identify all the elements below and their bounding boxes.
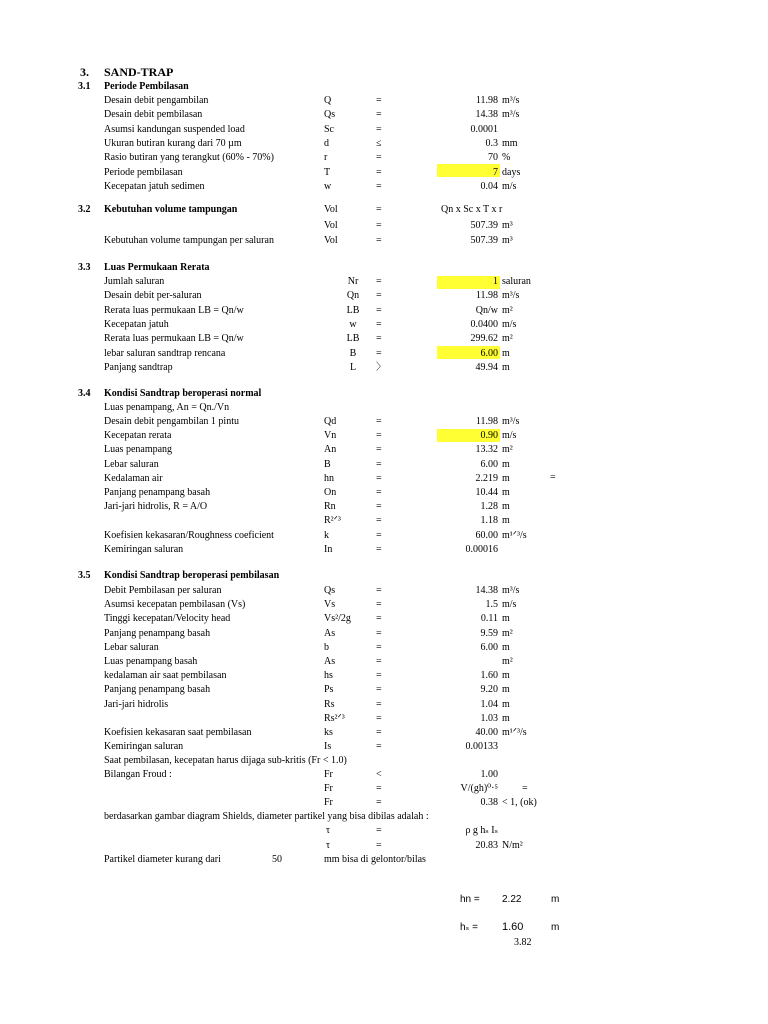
- row-value: 11.98: [475, 290, 498, 302]
- row-operator: =: [376, 670, 382, 682]
- row-unit: m²: [502, 656, 513, 667]
- row-symbol: k: [324, 529, 329, 541]
- row-label: Debit Pembilasan per saluran: [104, 585, 222, 596]
- section-number: 3.5: [78, 570, 91, 581]
- row-symbol: As: [324, 627, 336, 639]
- row-operator: =: [376, 152, 382, 164]
- row-label: Rerata luas permukaan LB = Qn/w: [104, 333, 244, 345]
- row-symbol: Nr: [347, 276, 359, 287]
- row-label: Kedalaman air: [104, 472, 163, 484]
- row-operator: =: [376, 613, 382, 625]
- row-operator: =: [376, 347, 382, 359]
- row-symbol: LB: [346, 304, 360, 316]
- shields-note: berdasarkan gambar diagram Shields, diameter partikel yang bisa dibilas adalah :: [104, 811, 429, 822]
- section-number: 3.2: [78, 204, 91, 215]
- row-value: 9.20: [480, 684, 498, 696]
- particle-value: 50: [272, 854, 282, 865]
- froude-label: Bilangan Froud :: [104, 769, 172, 780]
- row-value: 2.219: [475, 472, 498, 484]
- row-symbol: Is: [324, 741, 332, 753]
- froude-extra: =: [522, 783, 528, 795]
- row-value: 0.04: [480, 180, 498, 192]
- row-symbol: R²ᐟ³: [324, 515, 341, 527]
- row-operator: =: [376, 501, 382, 513]
- row-symbol: Vol: [324, 204, 338, 215]
- row-label: Jari-jari hidrolis, R = A/O: [104, 501, 208, 513]
- tau-symbol: τ: [326, 840, 331, 851]
- row-unit: m: [502, 670, 510, 682]
- row-symbol: Qs: [324, 109, 336, 121]
- row-unit: m²: [502, 304, 513, 316]
- row-label: Jari-jari hidrolis: [104, 698, 169, 710]
- row-operator: =: [376, 698, 382, 710]
- row-value: 40.00: [475, 727, 498, 738]
- row-label: Kecepatan rerata: [104, 430, 172, 442]
- row-unit: m: [502, 458, 510, 470]
- row-symbol: As: [324, 656, 336, 667]
- row-value: 1.28: [480, 501, 498, 513]
- row-operator: =: [376, 585, 382, 596]
- row-label: Koefisien kekasaran/Roughness coeficient: [104, 529, 274, 541]
- row-label: Desain debit pengambilan 1 pintu: [104, 416, 239, 427]
- row-label: Ukuran butiran kurang dari 70 µm: [104, 137, 242, 149]
- froude-symbol: Fr: [324, 769, 333, 780]
- row-unit: m: [502, 684, 510, 696]
- row-label: Rerata luas permukaan LB = Qn/w: [104, 304, 244, 316]
- row-value: 6.00: [480, 347, 498, 359]
- row-symbol: Rs²ᐟ³: [324, 712, 345, 724]
- row-unit: m³/s: [502, 109, 520, 121]
- froude-symbol: Fr: [324, 797, 333, 809]
- row-symbol: Ps: [324, 684, 334, 696]
- row-value: 60.00: [475, 529, 498, 541]
- row-value: 0.11: [480, 613, 498, 625]
- row-value: 6.00: [480, 458, 498, 470]
- row-label: Kemiringan saluran: [104, 741, 184, 753]
- row-operator: =: [376, 333, 382, 345]
- row-label: lebar saluran sandtrap rencana: [104, 347, 226, 359]
- row-value: 13.32: [475, 444, 498, 456]
- row-value: 49.94: [475, 361, 498, 373]
- row-operator: =: [376, 712, 382, 724]
- row-label: Rasio butiran yang terangkut (60% - 70%): [104, 152, 274, 164]
- row-unit: m³/s: [502, 585, 520, 596]
- hn-unit: m: [551, 894, 560, 905]
- row-unit: m²: [502, 444, 513, 456]
- row-value: 14.38: [475, 585, 498, 596]
- row-symbol: B: [349, 347, 357, 359]
- row-label: Panjang penampang basah: [104, 487, 211, 498]
- row-operator: =: [376, 458, 382, 470]
- row-operator: =: [376, 123, 382, 135]
- tau-operator: =: [376, 840, 382, 851]
- row-unit: m¹ᐟ³/s: [502, 529, 527, 541]
- row-operator: 〉: [376, 361, 386, 373]
- row-value: 6.00: [480, 641, 498, 653]
- row-label: Desain debit pembilasan: [104, 109, 203, 121]
- row-value: 11.98: [475, 416, 498, 427]
- row-symbol: w: [324, 180, 332, 192]
- row-operator: =: [376, 529, 382, 541]
- row-value: 10.44: [475, 487, 498, 498]
- row-label: Kecepatan jatuh sedimen: [104, 180, 205, 192]
- particle-text: mm bisa di gelontor/bilas: [324, 854, 426, 865]
- row-operator: =: [376, 290, 382, 302]
- row-unit: mm: [502, 137, 518, 149]
- row-label: Luas penampang: [104, 444, 173, 456]
- hn-label: hn =: [460, 894, 480, 905]
- row-label: Kecepatan jatuh: [104, 318, 169, 330]
- row-unit: saluran: [502, 276, 531, 287]
- row-operator: =: [376, 180, 382, 192]
- row-operator: =: [376, 444, 382, 456]
- row-label: Panjang sandtrap: [104, 361, 173, 373]
- section-number: 3.1: [78, 81, 91, 92]
- row-symbol: An: [324, 444, 337, 456]
- row-label: Kebutuhan volume tampungan per saluran: [104, 235, 274, 246]
- row-unit: m³: [502, 235, 513, 246]
- froude-operator: <: [376, 769, 382, 780]
- row-value: 1: [493, 276, 498, 287]
- row-label: Asumsi kandungan suspended load: [104, 123, 245, 135]
- row-unit: m³/s: [502, 416, 520, 427]
- froude-symbol: Fr: [324, 783, 333, 795]
- stray-equals: =: [550, 472, 556, 483]
- row-unit: m/s: [502, 430, 517, 442]
- row-symbol: Qd: [324, 416, 337, 427]
- froude-value: V/(gh)⁰·⁵: [460, 783, 498, 795]
- row-operator: =: [376, 166, 382, 178]
- row-value: 299.62: [470, 333, 498, 345]
- row-symbol: Sc: [324, 123, 334, 135]
- row-unit: m: [502, 472, 510, 484]
- row-operator: =: [376, 109, 382, 121]
- row-unit: m: [502, 641, 510, 653]
- row-value: Qn/w: [475, 304, 498, 316]
- row-symbol: On: [324, 487, 337, 498]
- row-operator: =: [376, 318, 382, 330]
- row-symbol: Vs²/2g: [324, 613, 351, 625]
- row-symbol: In: [324, 543, 333, 555]
- row-symbol: Q: [324, 95, 332, 106]
- froude-extra: < 1, (ok): [502, 797, 537, 809]
- row-operator: =: [376, 416, 382, 427]
- section-note: Luas penampang, An = Qn./Vn: [104, 402, 230, 413]
- row-value: 1.04: [480, 698, 498, 710]
- tau-value: ρ g hₛ Iₛ: [465, 825, 498, 836]
- row-symbol: Vol: [324, 220, 338, 231]
- row-operator: =: [376, 235, 382, 246]
- row-value: 7: [493, 166, 498, 178]
- row-symbol: ks: [324, 727, 333, 738]
- row-label: Periode pembilasan: [104, 166, 183, 178]
- row-symbol: Rs: [324, 698, 335, 710]
- tau-unit: N/m²: [502, 840, 523, 851]
- section-number: 3.3: [78, 262, 91, 273]
- hs-unit: m: [551, 922, 560, 933]
- froude-value: 1.00: [480, 769, 498, 780]
- row-operator: =: [376, 430, 382, 442]
- section-title: Kebutuhan volume tampungan: [104, 204, 238, 215]
- hs-value: 1.60: [502, 921, 524, 933]
- row-symbol: LB: [346, 333, 360, 345]
- row-label: Lebar saluran: [104, 458, 159, 470]
- row-operator: =: [376, 95, 382, 106]
- row-operator: =: [376, 304, 382, 316]
- row-symbol: hs: [324, 670, 333, 682]
- row-unit: m²: [502, 627, 513, 639]
- froude-operator: =: [376, 797, 382, 809]
- row-unit: m³/s: [502, 290, 520, 302]
- section-title: Periode Pembilasan: [104, 81, 189, 92]
- row-value: 0.0400: [470, 318, 498, 330]
- page-title: SAND-TRAP: [104, 65, 174, 79]
- row-symbol: Rn: [324, 501, 336, 513]
- row-operator: =: [376, 276, 382, 287]
- row-operator: =: [376, 656, 382, 667]
- row-value: 507.39: [470, 220, 498, 231]
- section-title: Kondisi Sandtrap beroperasi pembilasan: [104, 570, 280, 581]
- row-operator: =: [376, 684, 382, 696]
- hs-label: hₛ =: [460, 922, 478, 933]
- row-label: Koefisien kekasaran saat pembilasan: [104, 727, 252, 738]
- row-label: Luas penampang basah: [104, 656, 198, 667]
- row-symbol: Vn: [324, 430, 337, 442]
- row-symbol: w: [349, 318, 357, 330]
- row-symbol: Vs: [324, 599, 336, 611]
- row-symbol: T: [324, 166, 331, 178]
- row-operator: =: [376, 472, 382, 484]
- row-operator: =: [376, 627, 382, 639]
- row-label: Tinggi kecepatan/Velocity head: [104, 613, 231, 625]
- row-operator: =: [376, 204, 382, 215]
- row-unit: m: [502, 698, 510, 710]
- row-unit: m: [502, 712, 510, 724]
- tau-symbol: τ: [326, 825, 331, 836]
- extra-value: 3.82: [514, 937, 532, 948]
- row-value: 0.90: [480, 430, 498, 442]
- row-value: 1.5: [485, 599, 498, 611]
- row-unit: m: [502, 515, 510, 527]
- row-symbol: Qs: [324, 585, 336, 596]
- row-label: Panjang penampang basah: [104, 684, 211, 696]
- row-symbol: b: [324, 641, 329, 653]
- row-value: 9.59: [480, 627, 498, 639]
- tau-value: 20.83: [475, 840, 498, 851]
- section-title: Luas Permukaan Rerata: [104, 262, 210, 273]
- section-number: 3.4: [78, 388, 91, 399]
- row-unit: m¹ᐟ³/s: [502, 727, 527, 738]
- section-number: 3.: [80, 65, 89, 79]
- row-operator: =: [376, 727, 382, 738]
- row-unit: m³/s: [502, 95, 520, 106]
- row-label: Lebar saluran: [104, 641, 159, 653]
- row-symbol: B: [324, 458, 331, 470]
- row-label: Desain debit per-saluran: [104, 290, 202, 302]
- row-unit: m/s: [502, 599, 517, 611]
- row-value: 70: [488, 152, 498, 164]
- row-unit: m: [502, 501, 510, 513]
- row-label: kedalaman air saat pembilasan: [104, 670, 227, 682]
- row-value: 0.0001: [470, 123, 498, 135]
- row-label: Panjang penampang basah: [104, 627, 211, 639]
- subcritical-note: Saat pembilasan, kecepatan harus dijaga sub-kritis (Fr < 1.0): [104, 755, 347, 766]
- row-operator: ≤: [376, 137, 382, 149]
- row-symbol: L: [349, 361, 357, 373]
- row-label: Asumsi kecepatan pembilasan (Vs): [104, 599, 246, 611]
- tau-operator: =: [376, 825, 382, 836]
- row-value: 0.00133: [465, 741, 498, 753]
- row-unit: m: [502, 361, 510, 373]
- row-value: 11.98: [475, 95, 498, 106]
- row-operator: =: [376, 641, 382, 653]
- row-unit: m³: [502, 220, 513, 231]
- row-value: 1.03: [480, 712, 498, 724]
- row-label: Kemiringan saluran: [104, 543, 184, 555]
- row-symbol: hn: [324, 472, 334, 484]
- row-operator: =: [376, 515, 382, 527]
- row-unit: m²: [502, 333, 513, 345]
- row-symbol: r: [324, 152, 328, 164]
- section-title: Kondisi Sandtrap beroperasi normal: [104, 388, 262, 399]
- row-operator: =: [376, 220, 382, 231]
- row-unit: days: [502, 166, 521, 178]
- row-symbol: Vol: [324, 235, 338, 246]
- formula-text: Qn x Sc x T x r: [441, 204, 503, 215]
- row-unit: m/s: [502, 318, 517, 330]
- row-value: 507.39: [470, 235, 498, 246]
- row-value: 1.60: [480, 670, 498, 682]
- row-value: 0.00016: [465, 543, 498, 555]
- froude-operator: =: [376, 783, 382, 795]
- row-symbol: Qn: [346, 290, 360, 302]
- row-unit: m: [502, 347, 510, 359]
- row-unit: m: [502, 487, 510, 498]
- row-value: 0.3: [485, 137, 498, 149]
- row-unit: %: [502, 152, 511, 164]
- row-operator: =: [376, 741, 382, 753]
- row-operator: =: [376, 599, 382, 611]
- row-label: Desain debit pengambilan: [104, 95, 209, 106]
- row-unit: m: [502, 613, 510, 625]
- row-operator: =: [376, 487, 382, 498]
- row-value: 14.38: [475, 109, 498, 121]
- row-symbol: d: [324, 137, 329, 149]
- hn-value: 2.22: [502, 894, 522, 905]
- row-unit: m/s: [502, 180, 517, 192]
- row-label: Jumlah saluran: [104, 276, 165, 287]
- row-operator: =: [376, 543, 382, 555]
- particle-label: Partikel diameter kurang dari: [104, 854, 221, 865]
- row-value: 1.18: [480, 515, 498, 527]
- froude-value: 0.38: [480, 797, 498, 809]
